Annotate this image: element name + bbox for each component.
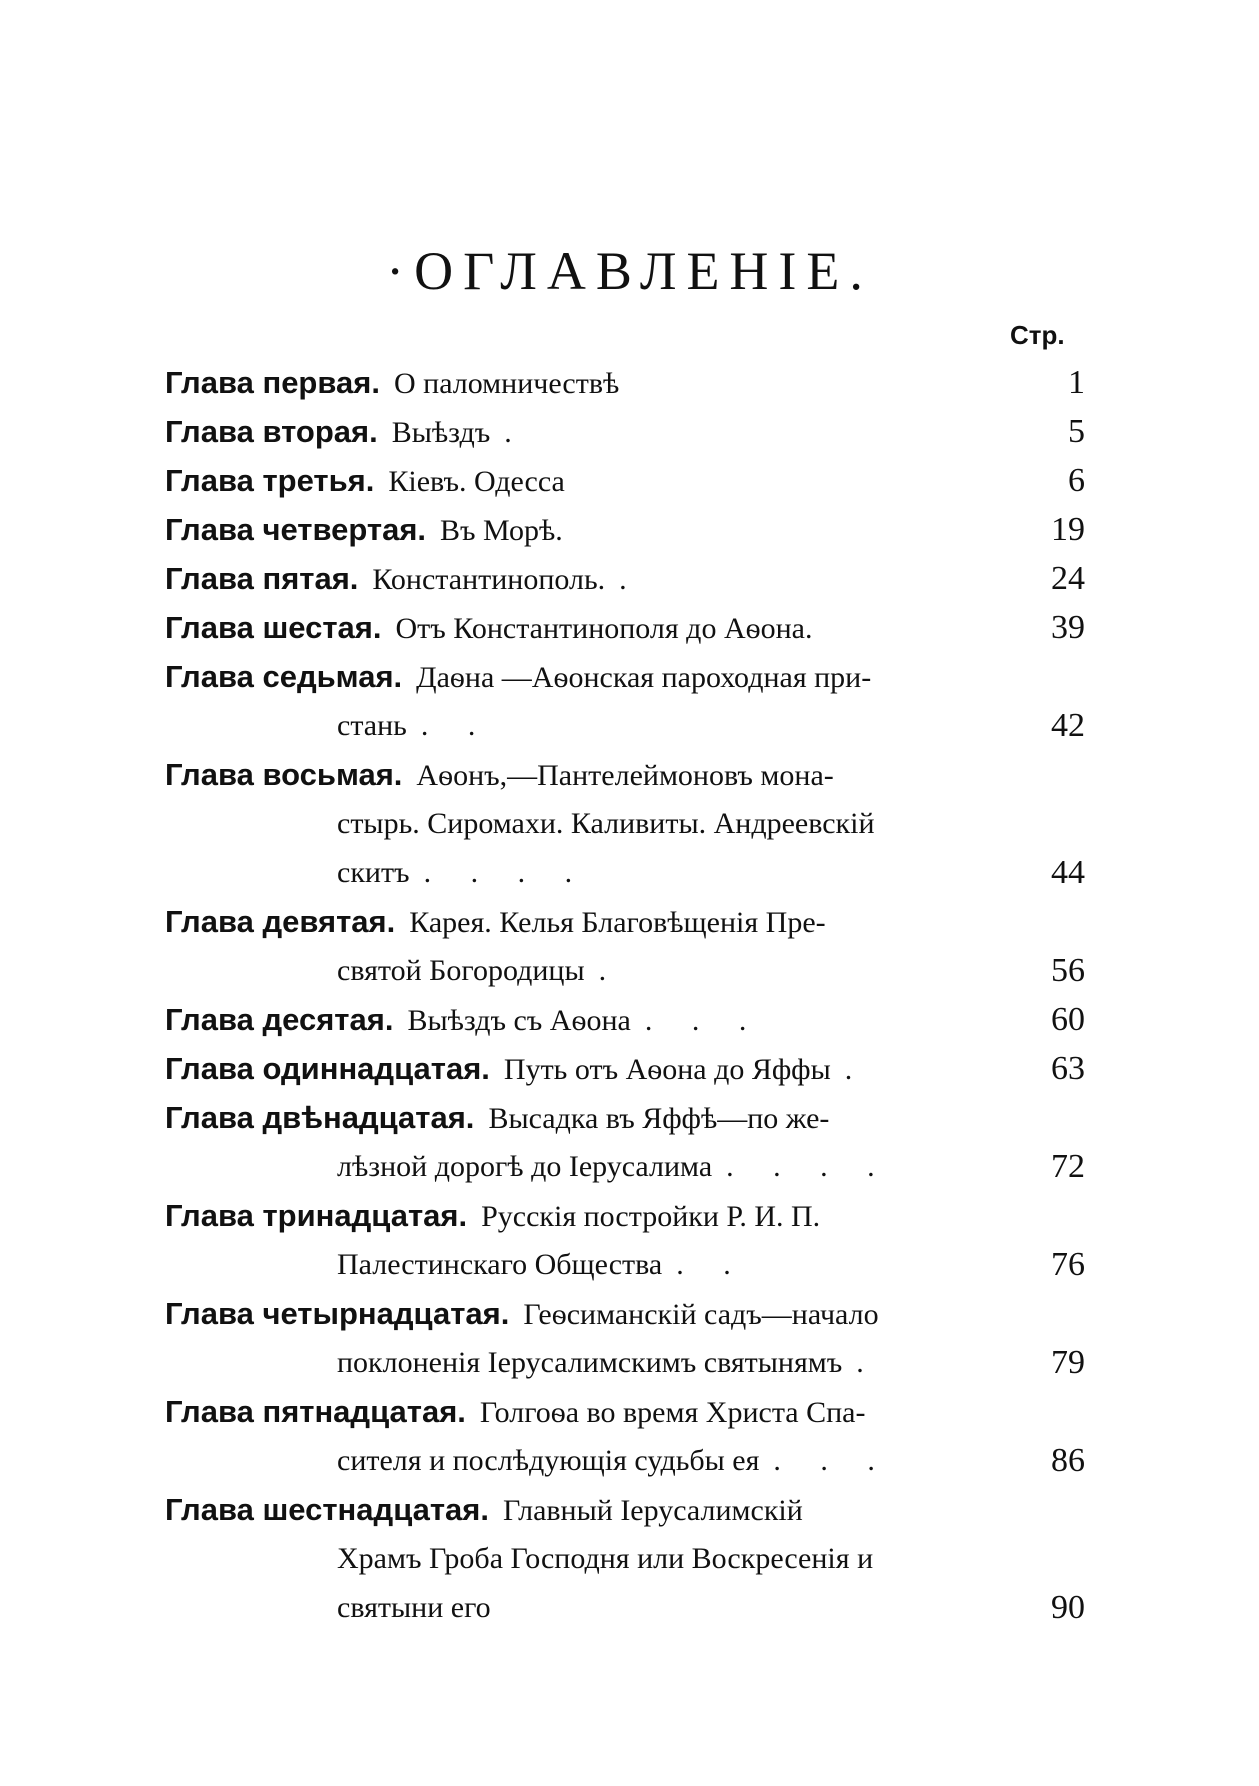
page-number: 24 <box>1051 560 1085 597</box>
page-number: 56 <box>1051 952 1085 989</box>
chapter-title: стырь. Сиромахи. Каливиты. Андреевскій <box>337 807 875 840</box>
page-number: 63 <box>1051 1050 1085 1087</box>
chapter-label: Глава тринадцатая. <box>165 1198 468 1233</box>
chapter-title: сителя и послѣдующія судьбы ея <box>337 1444 760 1477</box>
chapter-title: Главный Іерусалимскій <box>503 1494 803 1527</box>
toc-entry <box>165 505 1085 554</box>
page-number: 5 <box>1068 413 1085 450</box>
dot-leader: . <box>844 1053 869 1086</box>
page-number: 90 <box>1051 1589 1085 1626</box>
toc-entry <box>165 603 1085 652</box>
page-number: 39 <box>1051 609 1085 646</box>
page-number: 72 <box>1051 1148 1085 1185</box>
toc-entry <box>165 652 1085 750</box>
dot-leader: . . . <box>773 1444 891 1477</box>
page-number: 60 <box>1051 1001 1085 1038</box>
dot-leader: . . <box>420 709 492 742</box>
toc-entry-continuation-line <box>165 1436 1085 1485</box>
chapter-title: святой Богородицы <box>337 954 585 987</box>
chapter-title: стань <box>337 709 407 742</box>
toc-entry-first-line <box>165 1485 1085 1534</box>
chapter-title: Даѳна —Аѳонская пароходная при- <box>416 661 872 694</box>
chapter-label: Глава десятая. <box>165 1002 394 1037</box>
dot-leader: . . <box>676 1248 747 1281</box>
toc-entry-first-line <box>165 456 1085 505</box>
toc-entry <box>165 407 1085 456</box>
toc-entry-first-line <box>165 407 1085 456</box>
chapter-title: Храмъ Гроба Господня или Воскресенія и <box>337 1542 874 1575</box>
chapter-label: Глава четырнадцатая. <box>165 1296 510 1331</box>
chapter-title: Выѣздъ съ Аѳона <box>407 1004 631 1037</box>
chapter-title: Геѳсиманскій садъ—начало <box>523 1298 879 1331</box>
chapter-label: Глава первая. <box>165 365 380 400</box>
dot-leader: . . . . <box>726 1150 891 1183</box>
chapter-title: Отъ Константинополя до Аѳона. <box>395 612 813 645</box>
chapter-title: Въ Морѣ. <box>440 514 563 547</box>
toc-entry <box>165 554 1085 603</box>
chapter-label: Глава седьмая. <box>165 659 403 694</box>
chapter-title: Константинополь. <box>372 563 606 596</box>
chapter-title: Карея. Келья Благовѣщенія Пре- <box>409 906 826 939</box>
toc-entry-continuation-line <box>165 701 1085 750</box>
chapter-label: Глава пятая. <box>165 561 359 596</box>
page-number: 76 <box>1051 1246 1085 1283</box>
toc-entry-first-line <box>165 1093 1085 1142</box>
toc-entry-first-line <box>165 1387 1085 1436</box>
dot-leader: . <box>619 563 643 596</box>
toc-entry-continuation-line <box>165 1338 1085 1387</box>
toc-entry-first-line <box>165 1044 1085 1093</box>
toc-entry-continuation-line <box>165 946 1085 995</box>
chapter-title: Кіевъ. Одесса <box>388 465 565 498</box>
chapter-label: Глава четвертая. <box>165 512 427 547</box>
toc-entry-first-line <box>165 652 1085 701</box>
chapter-title: Палестинскаго Общества <box>337 1248 663 1281</box>
dot-leader: . . . . <box>423 856 589 889</box>
chapter-label: Глава восьмая. <box>165 757 403 792</box>
toc-entry <box>165 1485 1085 1632</box>
toc-entry <box>165 1191 1085 1289</box>
page-number: 6 <box>1068 462 1085 499</box>
toc-entry-first-line <box>165 995 1085 1044</box>
page-number: 79 <box>1051 1344 1085 1381</box>
toc-entry-first-line <box>165 505 1085 554</box>
toc-entry <box>165 1289 1085 1387</box>
toc-entry <box>165 456 1085 505</box>
chapter-label: Глава вторая. <box>165 414 378 449</box>
toc-entry-first-line <box>165 750 1085 799</box>
dot-leader: . <box>598 954 623 987</box>
chapter-title: Голгоѳа во время Христа Спа- <box>479 1396 866 1429</box>
chapter-title: Аѳонъ,—Пантелеймоновъ мона- <box>416 759 834 792</box>
chapter-label: Глава пятнадцатая. <box>165 1394 466 1429</box>
toc-entry-continuation-line <box>165 1240 1085 1289</box>
chapter-label: Глава шестнадцатая. <box>165 1492 490 1527</box>
chapter-title: Русскія постройки Р. И. П. <box>481 1200 821 1233</box>
dot-leader: . <box>856 1346 880 1379</box>
toc-entry-continuation-line <box>165 1534 1085 1583</box>
toc-entry <box>165 897 1085 995</box>
chapter-label: Глава третья. <box>165 463 375 498</box>
page-number: 44 <box>1051 854 1085 891</box>
toc-entry <box>165 1044 1085 1093</box>
chapter-label: Глава одиннадцатая. <box>165 1051 490 1086</box>
page-number: 86 <box>1051 1442 1085 1479</box>
chapter-label: Глава двѣнадцатая. <box>165 1100 475 1135</box>
page-number: 42 <box>1051 707 1085 744</box>
toc-entry-first-line <box>165 358 1085 407</box>
toc-entry-first-line <box>165 603 1085 652</box>
chapter-label: Глава девятая. <box>165 904 396 939</box>
chapter-title: скитъ <box>337 856 410 889</box>
toc-entry <box>165 750 1085 897</box>
page-number: 1 <box>1068 364 1085 401</box>
dot-leader: . <box>504 416 528 449</box>
page-title: ·ОГЛАВЛЕНІЕ. <box>386 241 873 301</box>
chapter-title: поклоненія Іерусалимскимъ святынямъ <box>337 1346 843 1379</box>
toc-entry-continuation-line <box>165 799 1085 848</box>
toc-entry-first-line <box>165 897 1085 946</box>
toc-entry-continuation-line <box>165 1142 1085 1191</box>
chapter-title: святыни его <box>337 1591 491 1624</box>
page-column-header: Стр. <box>1010 320 1065 350</box>
chapter-title: Высадка въ Яффѣ—по же- <box>488 1102 830 1135</box>
toc-entry-first-line <box>165 1191 1085 1240</box>
toc-entry-continuation-line <box>165 1583 1085 1632</box>
toc-entry <box>165 1093 1085 1191</box>
toc-entry-continuation-line <box>165 848 1085 897</box>
chapter-label: Глава шестая. <box>165 610 382 645</box>
toc-entry <box>165 995 1085 1044</box>
toc-entry-first-line <box>165 1289 1085 1338</box>
dot-leader: . . . <box>644 1004 763 1037</box>
chapter-title: Путь отъ Аѳона до Яффы <box>503 1053 831 1086</box>
toc-entry <box>165 358 1085 407</box>
toc-entry-first-line <box>165 554 1085 603</box>
chapter-title: Выѣздъ <box>391 416 491 449</box>
toc-entry <box>165 1387 1085 1485</box>
chapter-title: лѣзной дорогѣ до Іерусалима <box>337 1150 713 1183</box>
chapter-title: О паломничествѣ <box>393 367 620 400</box>
page-number: 19 <box>1051 511 1085 548</box>
table-of-contents <box>165 358 1085 1632</box>
